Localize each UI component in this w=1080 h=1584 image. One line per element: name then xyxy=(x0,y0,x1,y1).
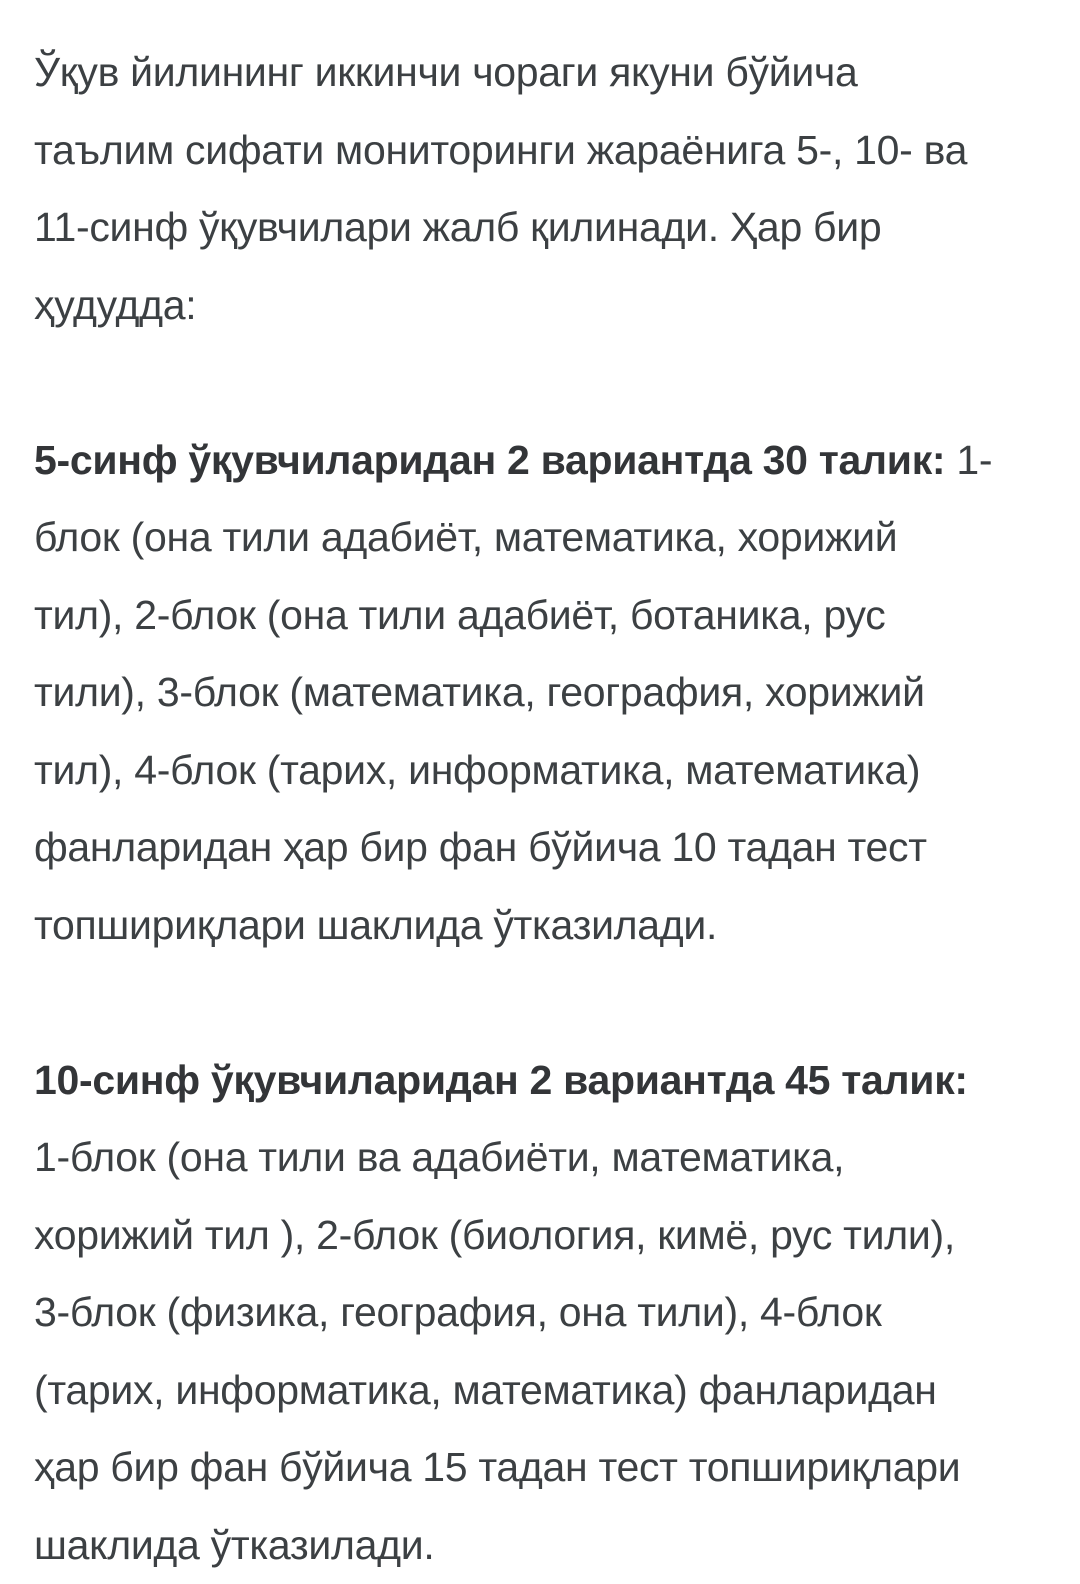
text-line: 1-блок (она тили ва адабиёти, математика, xyxy=(34,1119,1054,1197)
grade5-heading: 5-синф ўқувчиларидан 2 вариантда 30 талик: xyxy=(34,437,945,483)
text-line: топшириқлари шаклида ўтказилади. xyxy=(34,887,1054,965)
grade10-heading: 10-синф ўқувчиларидан 2 вариантда 45 талик: xyxy=(34,1042,1054,1120)
text-line: таълим сифати мониторинги жараёнига 5-, 10- ва xyxy=(34,112,1054,190)
paragraph-spacer xyxy=(34,964,1054,1042)
paragraph-grade10 xyxy=(34,1042,1054,1584)
grade5-heading-tail: 1- xyxy=(945,437,992,483)
text-line: тили), 3-блок (математика, география, хорижий xyxy=(34,654,1054,732)
text-line xyxy=(34,422,1054,500)
paragraph-intro xyxy=(34,34,1054,344)
text-line: ҳар бир фан бўйича 15 тадан тест топшириқлари xyxy=(34,1429,1054,1507)
text-line: (тарих, информатика, математика) фанларидан xyxy=(34,1352,1054,1430)
paragraph-spacer xyxy=(34,344,1054,422)
text-line: фанларидан ҳар бир фан бўйича 10 тадан тест xyxy=(34,809,1054,887)
paragraph-grade5 xyxy=(34,422,1054,965)
text-line: Ўқув йилининг иккинчи чораги якуни бўйича xyxy=(34,34,1054,112)
text-line: тил), 2-блок (она тили адабиёт, ботаника, рус xyxy=(34,577,1054,655)
text-line: тил), 4-блок (тарих, информатика, математика) xyxy=(34,732,1054,810)
article-body xyxy=(34,34,1054,1584)
text-line: 11-синф ўқувчилари жалб қилинади. Ҳар бир xyxy=(34,189,1054,267)
text-line: шаклида ўтказилади. xyxy=(34,1507,1054,1584)
text-line: хорижий тил ), 2-блок (биология, кимё, рус тили), xyxy=(34,1197,1054,1275)
text-line: 3-блок (физика, география, она тили), 4-блок xyxy=(34,1274,1054,1352)
text-line: блок (она тили адабиёт, математика, хорижий xyxy=(34,499,1054,577)
text-line: ҳудудда: xyxy=(34,267,1054,345)
